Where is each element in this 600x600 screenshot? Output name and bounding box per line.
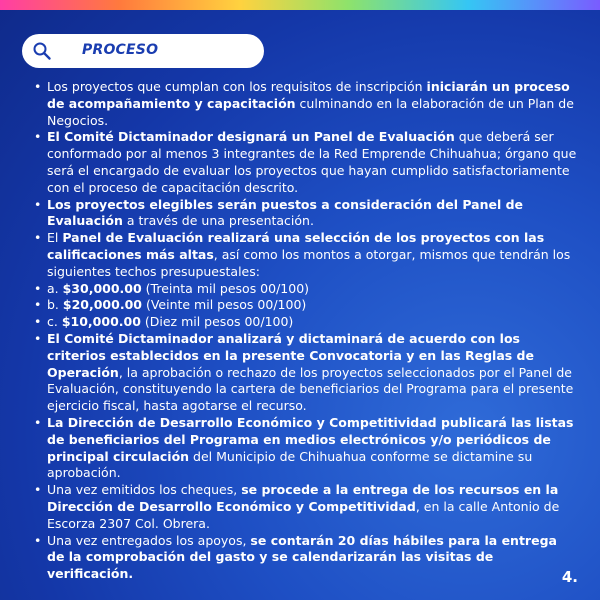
bullet-icon: •	[34, 230, 42, 246]
body-text: , así como los montos a otorgar, mismos que tendrán los siguientes techos presupuestales:	[47, 246, 571, 279]
bold-text: se contarán 20 días hábiles para la entrega de la comprobación del gasto y se calendarizarán las visitas de verificación.	[47, 532, 557, 582]
section-header-pill	[22, 34, 264, 68]
list-item	[33, 331, 578, 415]
list-item	[33, 129, 578, 196]
bold-text: La Dirección de Desarrollo Económico y Competitividad publicará las listas de beneficiarios del Programa en medios electrónicos y/o periódicos de principal circulación	[47, 414, 574, 464]
bold-text: iniciarán un proceso de acompañamiento y capacitación	[47, 79, 570, 111]
bold-text: El Comité Dictaminador analizará y dictaminará de acuerdo con los criterios establecidos en la presente Convocatoria y en las Reglas de Operación	[47, 330, 534, 380]
list-item	[33, 197, 578, 231]
bold-text: El Comité Dictaminador designará un Panel de Evaluación	[47, 129, 455, 145]
body-text: , en la calle Antonio de Escorza 2307 Col. Obrera.	[47, 498, 560, 531]
body-text: (Diez mil pesos 00/100)	[140, 314, 294, 330]
bold-text: $20,000.00	[62, 297, 142, 313]
list-item	[33, 79, 578, 129]
bullet-icon: •	[34, 297, 42, 313]
bold-text: Los proyectos elegibles serán puestos a consideración del Panel de Evaluación	[47, 196, 524, 229]
body-text: b.	[47, 297, 63, 313]
section-title: PROCESO	[82, 42, 159, 58]
bullet-icon: •	[34, 482, 42, 498]
bullet-icon: •	[34, 196, 42, 212]
page-number: 4.	[561, 568, 578, 586]
bold-text: se procede a la entrega de los recursos en la Dirección de Desarrollo Económico y Competitividad	[47, 482, 559, 514]
list-item	[33, 281, 578, 298]
list-item	[33, 415, 578, 482]
body-text: que deberá ser conformado por al menos 3 integrantes de la Red Emprende Chihuahua; órgano que será el encargado de evaluar los proyectos que hayan cumplido satisfactoriamente con el proceso de capacitación descrito.	[47, 129, 577, 195]
bullet-icon: •	[34, 532, 42, 548]
body-text: Una vez entregados los apoyos,	[47, 532, 251, 548]
bullet-icon: •	[34, 129, 42, 145]
list-item	[33, 482, 578, 532]
body-text: Una vez emitidos los cheques,	[47, 482, 242, 498]
body-text: (Veinte mil pesos 00/100)	[141, 297, 307, 313]
bold-text: Panel de Evaluación realizará una selección de los proyectos con las calificaciones más altas	[47, 230, 545, 262]
list-item	[33, 297, 578, 314]
body-text: (Treinta mil pesos 00/100)	[141, 280, 310, 296]
bullet-icon: •	[34, 79, 42, 94]
list-item	[33, 230, 578, 280]
bold-text: $30,000.00	[62, 280, 142, 296]
bullet-icon: •	[34, 414, 42, 430]
body-text: El	[47, 230, 63, 246]
bullet-icon: •	[34, 330, 42, 346]
bold-text: $10,000.00	[61, 314, 141, 330]
body-text: a.	[47, 280, 63, 296]
body-text: culminando en la elaboración de un Plan de Negocios.	[47, 95, 574, 128]
body-text: c.	[47, 314, 62, 330]
rainbow-stripe	[0, 0, 600, 10]
bullet-icon: •	[34, 314, 42, 330]
bullet-icon: •	[34, 280, 42, 296]
body-text: Los proyectos que cumplan con los requisitos de inscripción	[47, 79, 427, 94]
process-list	[33, 79, 578, 583]
body-text: del Municipio de Chihuahua conforme se dictamine su aprobación.	[47, 448, 533, 481]
list-item	[33, 314, 578, 331]
body-text: a través de una presentación.	[122, 213, 314, 229]
body-text: , la aprobación o rechazo de los proyectos seleccionados por el Panel de Evaluación, constituyendo la cartera de beneficiarios del Programa para el presente ejercicio fiscal, hasta agotarse el recurso.	[47, 364, 574, 414]
search-icon	[32, 41, 52, 61]
list-item	[33, 533, 578, 583]
